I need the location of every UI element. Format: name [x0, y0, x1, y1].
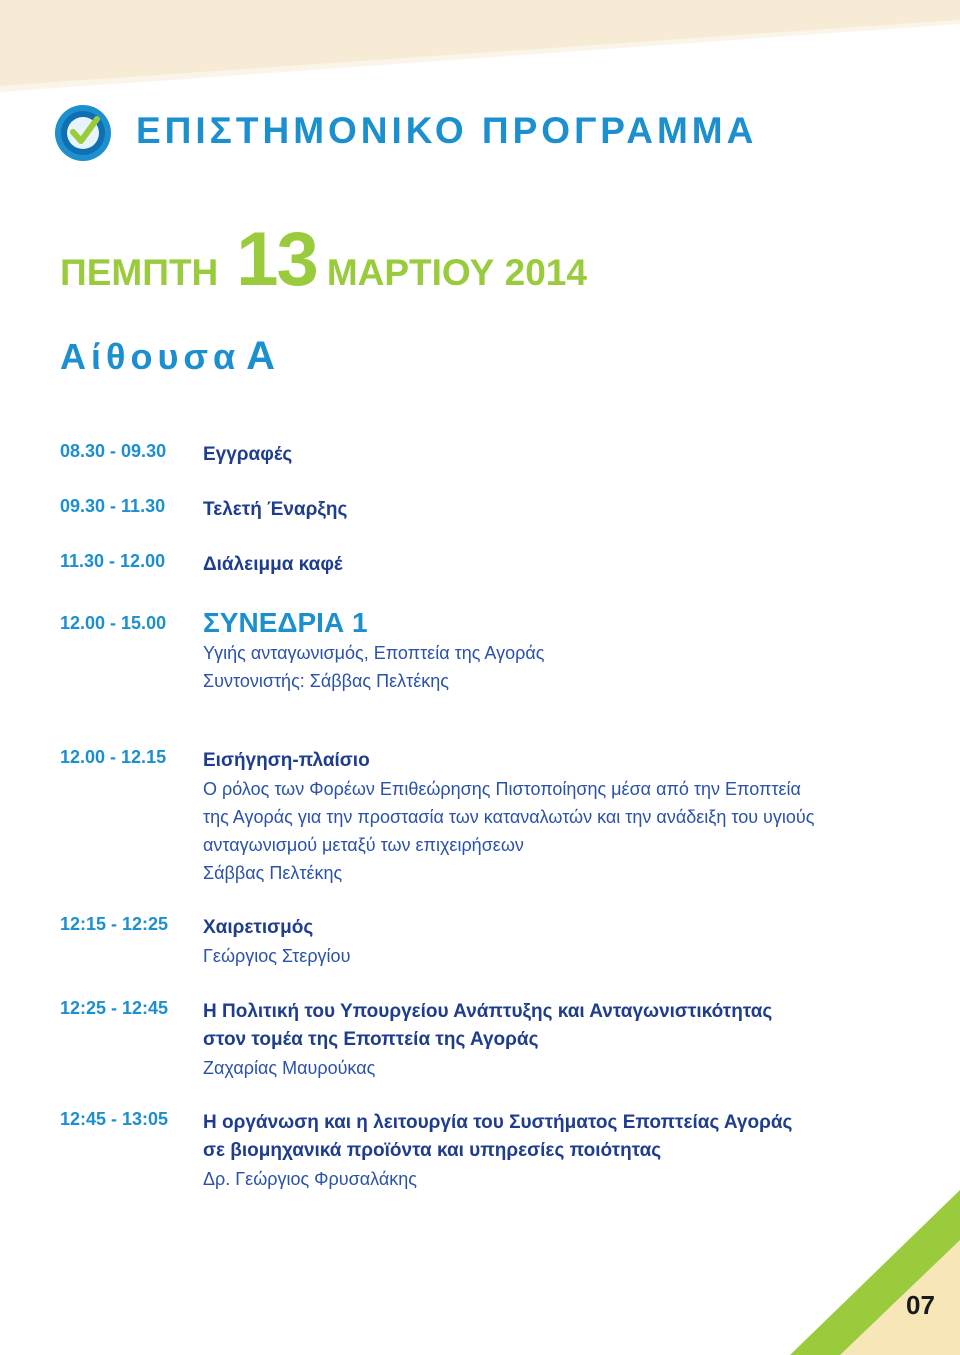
entry-line: Υγιής ανταγωνισμός, Εποπτεία της Αγοράς: [203, 643, 545, 663]
entry-time: 12:25 - 12:45: [60, 998, 169, 1018]
room-heading: [60, 334, 275, 379]
page-heading: ΕΠΙΣΤΗΜΟΝΙΚΟ ΠΡΟΓΡΑΜΜΑ: [136, 110, 758, 151]
entry-line: Ο ρόλος των Φορέων Επιθεώρησης Πιστοποίησης μέσα από την Εποπτεία: [203, 779, 801, 799]
top-decorative-band: [0, 0, 960, 110]
entry-title-continued: στον τομέα της Εποπτεία της Αγοράς: [203, 1029, 539, 1050]
date-day: ΠΕΜΠΤΗ: [60, 252, 219, 293]
entry-title: Η Πολιτική του Υπουργείου Ανάπτυξης και Ανταγωνιστικότητας: [203, 1001, 773, 1022]
entry-title: Διάλειμμα καφέ: [203, 554, 343, 575]
entry-time: 11.30 - 12.00: [60, 551, 166, 571]
checkmark-logo-icon: [54, 104, 112, 162]
page-number: 07: [906, 1290, 935, 1320]
entry-line: Γεώργιος Στεργίου: [203, 946, 351, 966]
corner-decoration: [780, 1180, 960, 1355]
entry-line: της Αγοράς για την προστασία των καταναλωτών και την ανάδειξη του υγιούς: [203, 807, 815, 827]
entry-time: 12:15 - 12:25: [60, 914, 169, 934]
entry-time: 08.30 - 09.30: [60, 441, 167, 461]
entry-line: Ζαχαρίας Μαυρούκας: [203, 1058, 376, 1078]
session-title: ΣΥΝΕΔΡΙΑ 1: [203, 607, 368, 638]
entry-time: 12.00 - 15.00: [60, 613, 167, 633]
room-word: Αίθουσα: [60, 336, 241, 377]
entry-title-continued: σε βιομηχανικά προϊόντα και υπηρεσίες ποιότητας: [203, 1140, 662, 1161]
entry-title: Εγγραφές: [203, 444, 293, 465]
entry-title: Εισήγηση-πλαίσιο: [203, 750, 370, 771]
entry-line: Σάββας Πελτέκης: [203, 863, 343, 883]
room-letter: Α: [246, 334, 276, 378]
entry-title: Χαιρετισμός: [203, 917, 314, 938]
entry-title: Η οργάνωση και η λειτουργία του Συστήματος Εποπτείας Αγοράς: [203, 1112, 793, 1133]
entry-title: Τελετή Έναρξης: [203, 499, 348, 520]
entry-line: ανταγωνισμού μεταξύ των επιχειρήσεων: [203, 835, 524, 855]
date-number: 13: [236, 217, 317, 302]
entry-line: Δρ. Γεώργιος Φρυσαλάκης: [203, 1169, 417, 1189]
entry-time: 12.00 - 12.15: [60, 747, 167, 767]
entry-time: 09.30 - 11.30: [60, 496, 166, 516]
entry-line: Συντονιστής: Σάββας Πελτέκης: [203, 671, 449, 691]
entry-time: 12:45 - 13:05: [60, 1109, 169, 1129]
date-month-year: ΜΑΡΤΙΟΥ 2014: [326, 252, 587, 293]
date-heading: [60, 216, 587, 303]
